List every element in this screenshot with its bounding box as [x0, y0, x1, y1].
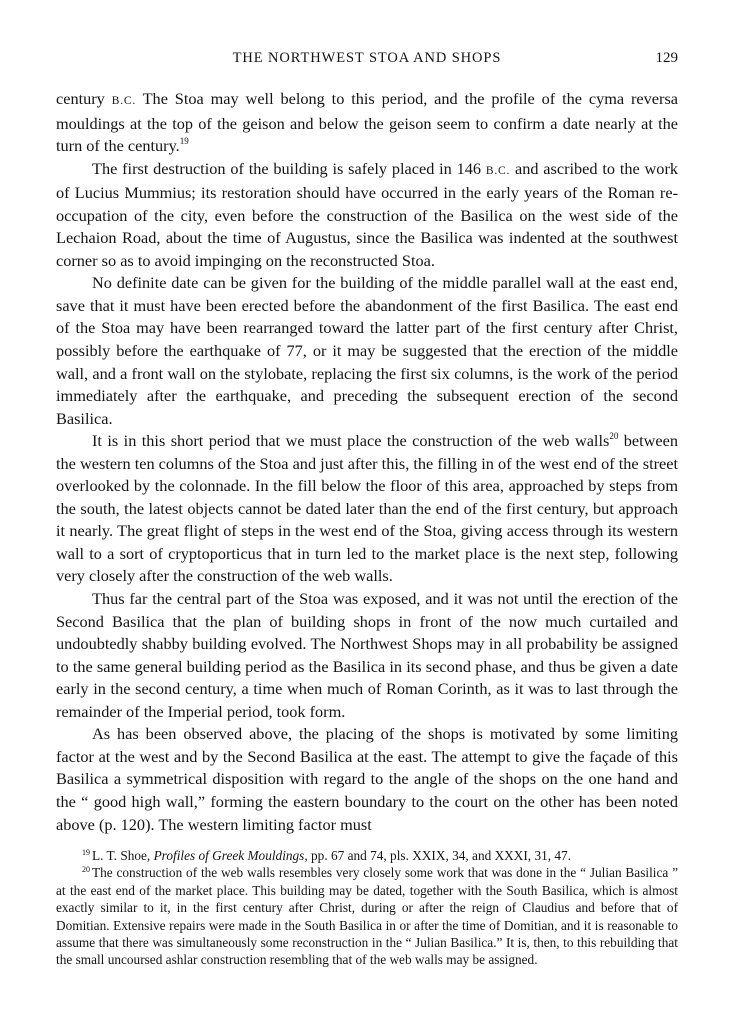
footnote-19-text-b: , pp. 67 and 74, pls. XXIX, 34, and XXXI, 31, 47.: [304, 848, 572, 864]
paragraph-1-text-a: century: [56, 89, 112, 108]
page-number: 129: [655, 50, 678, 66]
footnote-19-title: Profiles of Greek Mouldings: [153, 848, 305, 864]
paragraph-4-text-b: between the western ten columns of the Stoa and just after this, the filling in of the west end of the street overlooked by the colonnade. In the fill below the floor of this area, approached by steps from the south, the latest objects cannot be dated later than the end of the first century, but approach it nearly. The great flight of steps in the west end of the Stoa, giving access through its western wall to a sort of cryptoporticus that in turn led to the market place is the next step, following very closely after the construction of the web walls.: [56, 431, 678, 586]
paragraph-3: No definite date can be given for the building of the middle parallel wall at the east end, save that it must have been erected before the abandonment of the first Basilica. The east end of the Stoa may have been rearranged toward the latter part of the first century after Christ, possibly before the earthquake of 77, or it may be suggested that the erection of the middle wall, and a front wall on the stylobate, replacing the first six columns, is the work of the period immediately after the earthquake, and preceding the subsequent erection of the second Basilica.: [56, 273, 678, 428]
paragraph-2-text-b: and ascribed to the work of Lucius Mummius; its restoration should have occurred in the early years of the Roman re-occupation of the city, even before the construction of the Basilica on the west side of the Lechaion Road, about the time of Augustus, since the Basilica was indented at the southwest corner so as to avoid impinging on the reconstructed Stoa.: [56, 158, 679, 270]
paragraph-4: [56, 430, 678, 588]
running-head: [56, 50, 678, 80]
footnote-20-text: The construction of the web walls resembles very closely some work that was done in the “ Julian Basilica ” at the east end of the market place. This building may be dated, together with the South Basilica, which is almost exactly similar to it, in the first century after Christ, during or after the reign of Claudius and before that of Domitian. Extensive repairs were made in the South Basilica in or after the time of Domitian, and it is reasonable to assume that there was simultaneously some reconstruction in the “ Julian Basilica.” It is, then, to this rebuilding that the small uncoursed ashlar construction resembling that of the web walls may be assigned.: [56, 865, 678, 968]
footnotes: [56, 847, 678, 969]
footnote-ref-20: 20: [609, 431, 619, 442]
page: [56, 0, 678, 969]
running-title: THE NORTHWEST STOA AND SHOPS: [232, 50, 502, 66]
footnote-19: [56, 847, 678, 864]
footnote-19-number: 19: [82, 848, 90, 858]
paragraph-1: [56, 88, 678, 158]
footnote-20: [56, 864, 678, 968]
paragraph-4-text-a: It is in this short period that we must place the construction of the web walls: [92, 431, 610, 451]
footnote-19-text-a: L. T. Shoe,: [92, 848, 154, 864]
body-text: [56, 88, 678, 836]
era-abbreviation: B.C.: [485, 164, 511, 177]
paragraph-5: Thus far the central part of the Stoa was exposed, and it was not until the erection of the Second Basilica that the plan of building shops in front of the now much curtailed and undoubtedly shabby building evolved. The Northwest Shops may in all probability be assigned to the same general building period as the Basilica in its second phase, and thus be given a date early in the second century, a time when much of Roman Corinth, as it was to last through the remainder of the Imperial period, took form.: [56, 589, 678, 721]
era-abbreviation: B.C.: [111, 95, 137, 107]
paragraph-2: [56, 158, 678, 273]
footnote-20-number: 20: [82, 865, 90, 875]
paragraph-6: As has been observed above, the placing of the shops is motivated by some limiting factor at the west and by the Second Basilica at the east. The attempt to give the façade of this Basilica a symmetrical disposition with regard to the angle of the shops on the one hand and the “ good high wall,” forming the eastern boundary to the court on the other has been noted above (p. 120). The western limiting factor must: [56, 724, 678, 834]
paragraph-1-text-b: The Stoa may well belong to this period, and the profile of the cyma reversa mouldings at the top of the geison and below the geison seem to confirm a date nearly at the turn of the century.: [56, 89, 679, 156]
paragraph-2-text-a: The first destruction of the building is safely placed in 146: [92, 158, 486, 178]
footnote-ref-19: 19: [179, 136, 189, 147]
